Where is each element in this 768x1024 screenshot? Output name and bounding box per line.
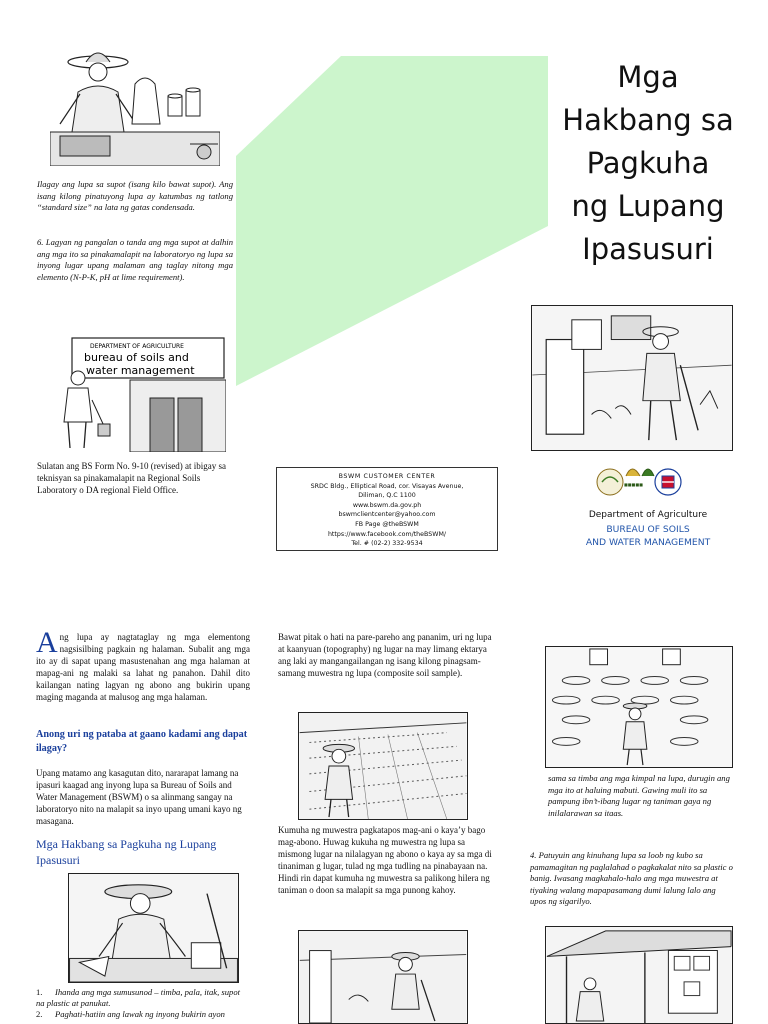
step2-text: Paghati-hatiin ang lawak ng inyong bukirin ayon <box>55 1009 225 1019</box>
question-heading: Anong uri ng pataba at gaano kadami ang dapat ilagay? <box>36 729 248 754</box>
fb-page: FB Page @theBSWM <box>355 520 419 528</box>
answer-paragraph: Upang matamo ang kasagutan dito, nararapat lamang na ipasuri kaagad ang inyong lupa sa Bureau of Soils and Water Management (BSWM) o sa alinmang sangay na laboratoryo nito na malapit sa inyo upang umani kayo ng masagana. <box>36 768 242 826</box>
column3-paragraph2: 4. Patuyuin ang kinuhang lupa sa loob ng kubo sa pamamagitan ng paglalahad o pagkakalat nito sa plastic o banig. Iwasang magkahalo-halo ang mga muwestra at tiyaking walang mapapasamang dumi lalung lalo ang upos ng sigarilyo. <box>530 850 733 907</box>
customer-center-header: BSWM CUSTOMER CENTER <box>338 473 436 480</box>
intro-text: ng lupa ay nagtataglay ng mga elementong nagsisilbing pagkain ng halaman. Subalit ang mga ito ay di sapat upang masustenahan ang mga halaman at mapag-ani ng malaki sa lahat ng panahon. Dahil dito kailangan nating lagyan ng abono ang bukirin upang maging maganda at malusog ang mga halaman. <box>36 632 250 702</box>
illustration-bswm-office <box>50 330 226 452</box>
sign-line-2: bureau of soils and <box>84 351 189 364</box>
title-line-2: Hakbang sa <box>562 103 734 137</box>
illustration-farmer-digging <box>531 305 733 451</box>
green-decorative-panel <box>236 56 548 386</box>
column2-paragraph2: Kumuha ng muwestra pagkatapos mag-ani o kaya’y bago mag-abono. Huwag kukuha ng muwestra ng lupa sa mismong lugar na nilalagyan ng abono o kaya ay sa mga di tinaniman g lugar, tulad ng mga tudling na pinabayaan na. Hindi rin dapat kumuha ng muwestra sa palikong hilera ng taniman o doon sa malapit sa mga punong kahoy. <box>278 825 492 895</box>
address-line-2: Diliman, Q.C 1100 <box>358 492 416 500</box>
title-line-4: ng Lupang <box>571 189 725 223</box>
illustration-sampling-pattern <box>545 646 733 768</box>
bureau-name-line2: AND WATER MANAGEMENT <box>585 537 711 548</box>
step1-item <box>36 987 248 1009</box>
address-line-1: SRDC Bldg., Elliptical Road, cor. Visayas Avenue, <box>310 482 464 490</box>
website-link[interactable]: www.bswm.da.gov.ph <box>352 501 422 509</box>
da-bswm-logos <box>596 458 684 498</box>
illustration-bagging-soil <box>50 44 220 166</box>
title-line-5: Ipasusuri <box>582 232 714 266</box>
illustration-preparing-tools <box>68 873 239 983</box>
bureau-name-line1: BUREAU OF SOILS <box>606 524 690 535</box>
step5-text: Ilagay ang lupa sa supot (isang kilo bawat supot). Ang isang kilong pinatuyong lupa ay katumbas ng tatlong “standard size” na lata ng gatas condensada. <box>37 179 233 213</box>
step2-number: 2. <box>36 1009 43 1019</box>
title-line-1: Mga <box>617 60 679 94</box>
step1-text: Ihanda ang mga sumusunod – timba, pala, itak, supot na plastic at panukat. <box>36 987 241 1008</box>
step2-item <box>36 1009 248 1020</box>
title-line-3: Pagkuha <box>586 146 710 180</box>
intro-paragraph <box>36 626 250 703</box>
step7-text: Sulatan ang BS Form No. 9-10 (revised) at ibigay sa teknisyan sa pinakamalapit na Regional Soils Laboratory o DA regional Field Office. <box>37 461 226 495</box>
step6-text: 6. Lagyan ng pangalan o tanda ang mga supot at dalhin ang mga ito sa pinakamalapit na laboratoryo ng lupa sa inyong lugar upang malaman ang taglay nitong mga elemento (N-P-K, pH at lime requirement). <box>37 237 233 282</box>
facebook-link[interactable]: https://www.facebook.com/theBSWM/ <box>327 530 447 538</box>
column2-paragraph1: Bawat pitak o hati na pare-pareho ang pananim, uri ng lupa at kaanyuan (topography) ng lugar na may limang ektarya ang laki ay mangangailangan ng isang kilong pinagsam-samang muwestra ng lupa (composite soil sample). <box>278 632 492 678</box>
intro-dropcap: A <box>36 626 58 659</box>
telephone: Tel. # (02-2) 332-9534 <box>351 540 423 548</box>
department-name: Department of Agriculture <box>588 510 708 520</box>
customer-center-box <box>276 467 498 551</box>
illustration-rice-field <box>298 712 468 820</box>
sign-line-1: DEPARTMENT OF AGRICULTURE <box>90 343 184 350</box>
email-link[interactable]: bswmclientcenter@yahoo.com <box>338 511 436 519</box>
step1-number: 1. <box>36 987 43 997</box>
svg-text:■■■■■: ■■■■■ <box>624 482 643 487</box>
illustration-soil-sampling <box>298 930 468 1024</box>
sign-line-3: water management <box>86 364 195 377</box>
column3-paragraph1: sama sa timba ang mga kimpal na lupa, durugin ang mga ito at haluing mabuti. Gawing muli ito sa pampung ibn’t-ibang lugar ng taniman gaya ng inilalarawan sa itaas. <box>548 773 730 818</box>
illustration-drying-hut <box>545 926 733 1024</box>
steps-heading: Mga Hakbang sa Pagkuha ng Lupang Ipasusuri <box>36 837 217 867</box>
